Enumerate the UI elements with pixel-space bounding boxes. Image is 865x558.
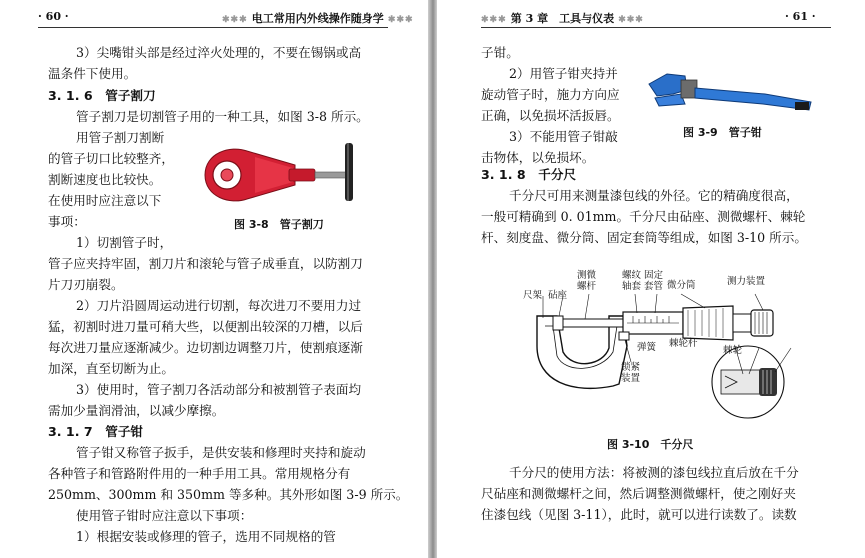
text-line: 3）尖嘴钳头部是经过淬火处理的，不要在锡锅或高 [76,45,362,60]
ornament-stars: ✱✱✱ [614,15,644,25]
text-line: 用管子割刀割断 [76,130,165,145]
text-line: 3）不能用管子钳敲 [509,129,618,144]
ornament-stars: ✱✱✱ [222,15,252,25]
micrometer-figure [523,286,823,420]
text-line: 管子割刀是切割管子用的一种工具，如图 3-8 所示。 [76,109,369,124]
text-line: 2）刀片沿圆周运动进行切割，每次进刀不要用力过 [76,298,362,313]
text-line: 温条件下使用。 [48,66,137,81]
right-header-text: 第 3 章 工具与仪表 [510,12,615,25]
right-page [437,0,865,558]
left-header-text: 电工常用内外线操作随身学 [251,12,384,25]
book-gutter [428,0,437,558]
text-line: 千分尺可用来测量漆包线的外径。它的精确度很高， [509,188,799,203]
text-line: 250mm、300mm 和 350mm 等多种。其外形如图 3-9 所示。 [48,487,409,502]
text-line: 需加少量润滑油，以减少摩擦。 [48,403,225,418]
right-page-number: · 61 · [785,10,816,23]
pipe-wrench-figure [645,68,815,118]
label-thimble: 微分筒 [667,280,696,291]
text-line: 猛，初割时进刀量可稍大些，以便割出较深的刀槽，以后 [48,319,363,334]
label-thread-sleeve: 螺纹 轴套 [622,270,642,292]
text-line: 管子钳又称管子扳手，是供安装和修理时夹持和旋动 [76,445,366,460]
text-line: 的管子切口比较整齐， [48,151,174,166]
text-line: 管子应夹持牢固，割刀片和滚轮与管子成垂直，以防割刀 [48,256,363,271]
text-line: 正确，以免损坏活扳唇。 [481,108,620,123]
label-fixed-sleeve: 固定 套管 [644,270,664,292]
text-line: 旋动管子时，施力方向应 [481,87,620,102]
text-line: 每次进刀量应逐渐减少。边切割边调整刀片，使割痕逐渐 [48,340,363,355]
text-line: 加深，直至切断为止。 [48,361,174,376]
figure-3-9-caption: 图 3-9 管子钳 [683,126,762,139]
header-rule [481,27,831,28]
label-ratchet-rod: 棘轮杆 [669,338,698,349]
text-line: 千分尺的使用方法：将被测的漆包线拉直后放在千分 [509,465,799,480]
text-line: 使用管子钳时应注意以下事项： [76,508,253,523]
section-heading-3-1-8: 3. 1. 8 千分尺 [481,167,577,182]
figure-3-8-caption: 图 3-8 管子割刀 [234,218,324,231]
label-ratchet: 棘轮 [723,345,743,356]
left-page-number: · 60 · [38,10,69,23]
left-page [0,0,428,558]
label-spring: 弹簧 [637,342,657,353]
text-line: 子钳。 [481,45,519,60]
text-line: 各种管子和管路附件用的一种手用工具。常用规格分有 [48,466,351,481]
ornament-stars: ✱✱✱ [481,15,511,25]
header-rule [38,27,388,28]
text-line: 杆、刻度盘、微分筒、固定套筒等组成，如图 3-10 所示。 [481,230,807,245]
text-line: 住漆包线（见图 3-11），此时，就可以进行读数了。读数 [481,507,797,522]
text-line: 2）用管子钳夹持并 [509,66,618,81]
figure-3-10-caption: 图 3-10 千分尺 [607,438,694,451]
text-line: 击物体，以免损坏。 [481,150,595,165]
right-running-header [481,10,644,26]
label-ratchet-device: 测力装置 [727,276,766,287]
left-running-header [222,10,414,26]
section-heading-3-1-7: 3. 1. 7 管子钳 [48,424,144,439]
ornament-stars: ✱✱✱ [383,15,414,25]
label-anvil: 砧座 [548,290,568,301]
label-lock-device: 锁紧 装置 [621,362,641,384]
text-line: 一般可精确到 0. 01mm。千分尺由砧座、测微螺杆、棘轮 [481,209,806,224]
text-line: 3）使用时，管子割刀各活动部分和被割管子表面均 [76,382,362,397]
text-line: 片刀刃崩裂。 [48,277,124,292]
text-line: 在使用时应注意以下 [48,193,162,208]
label-frame: 尺架 [523,290,543,301]
text-line: 1）根据安装或修理的管子，选用不同规格的管 [76,529,336,544]
section-heading-3-1-6: 3. 1. 6 管子割刀 [48,88,156,103]
text-line: 尺砧座和测微螺杆之间，然后调整测微螺杆，使之刚好夹 [481,486,796,501]
text-line: 事项： [48,214,86,229]
text-line: 1）切割管子时， [76,235,173,250]
text-line: 割断速度也比较快。 [48,172,162,187]
pipe-cutter-figure [185,135,385,215]
label-spindle: 测微 螺杆 [577,270,597,292]
